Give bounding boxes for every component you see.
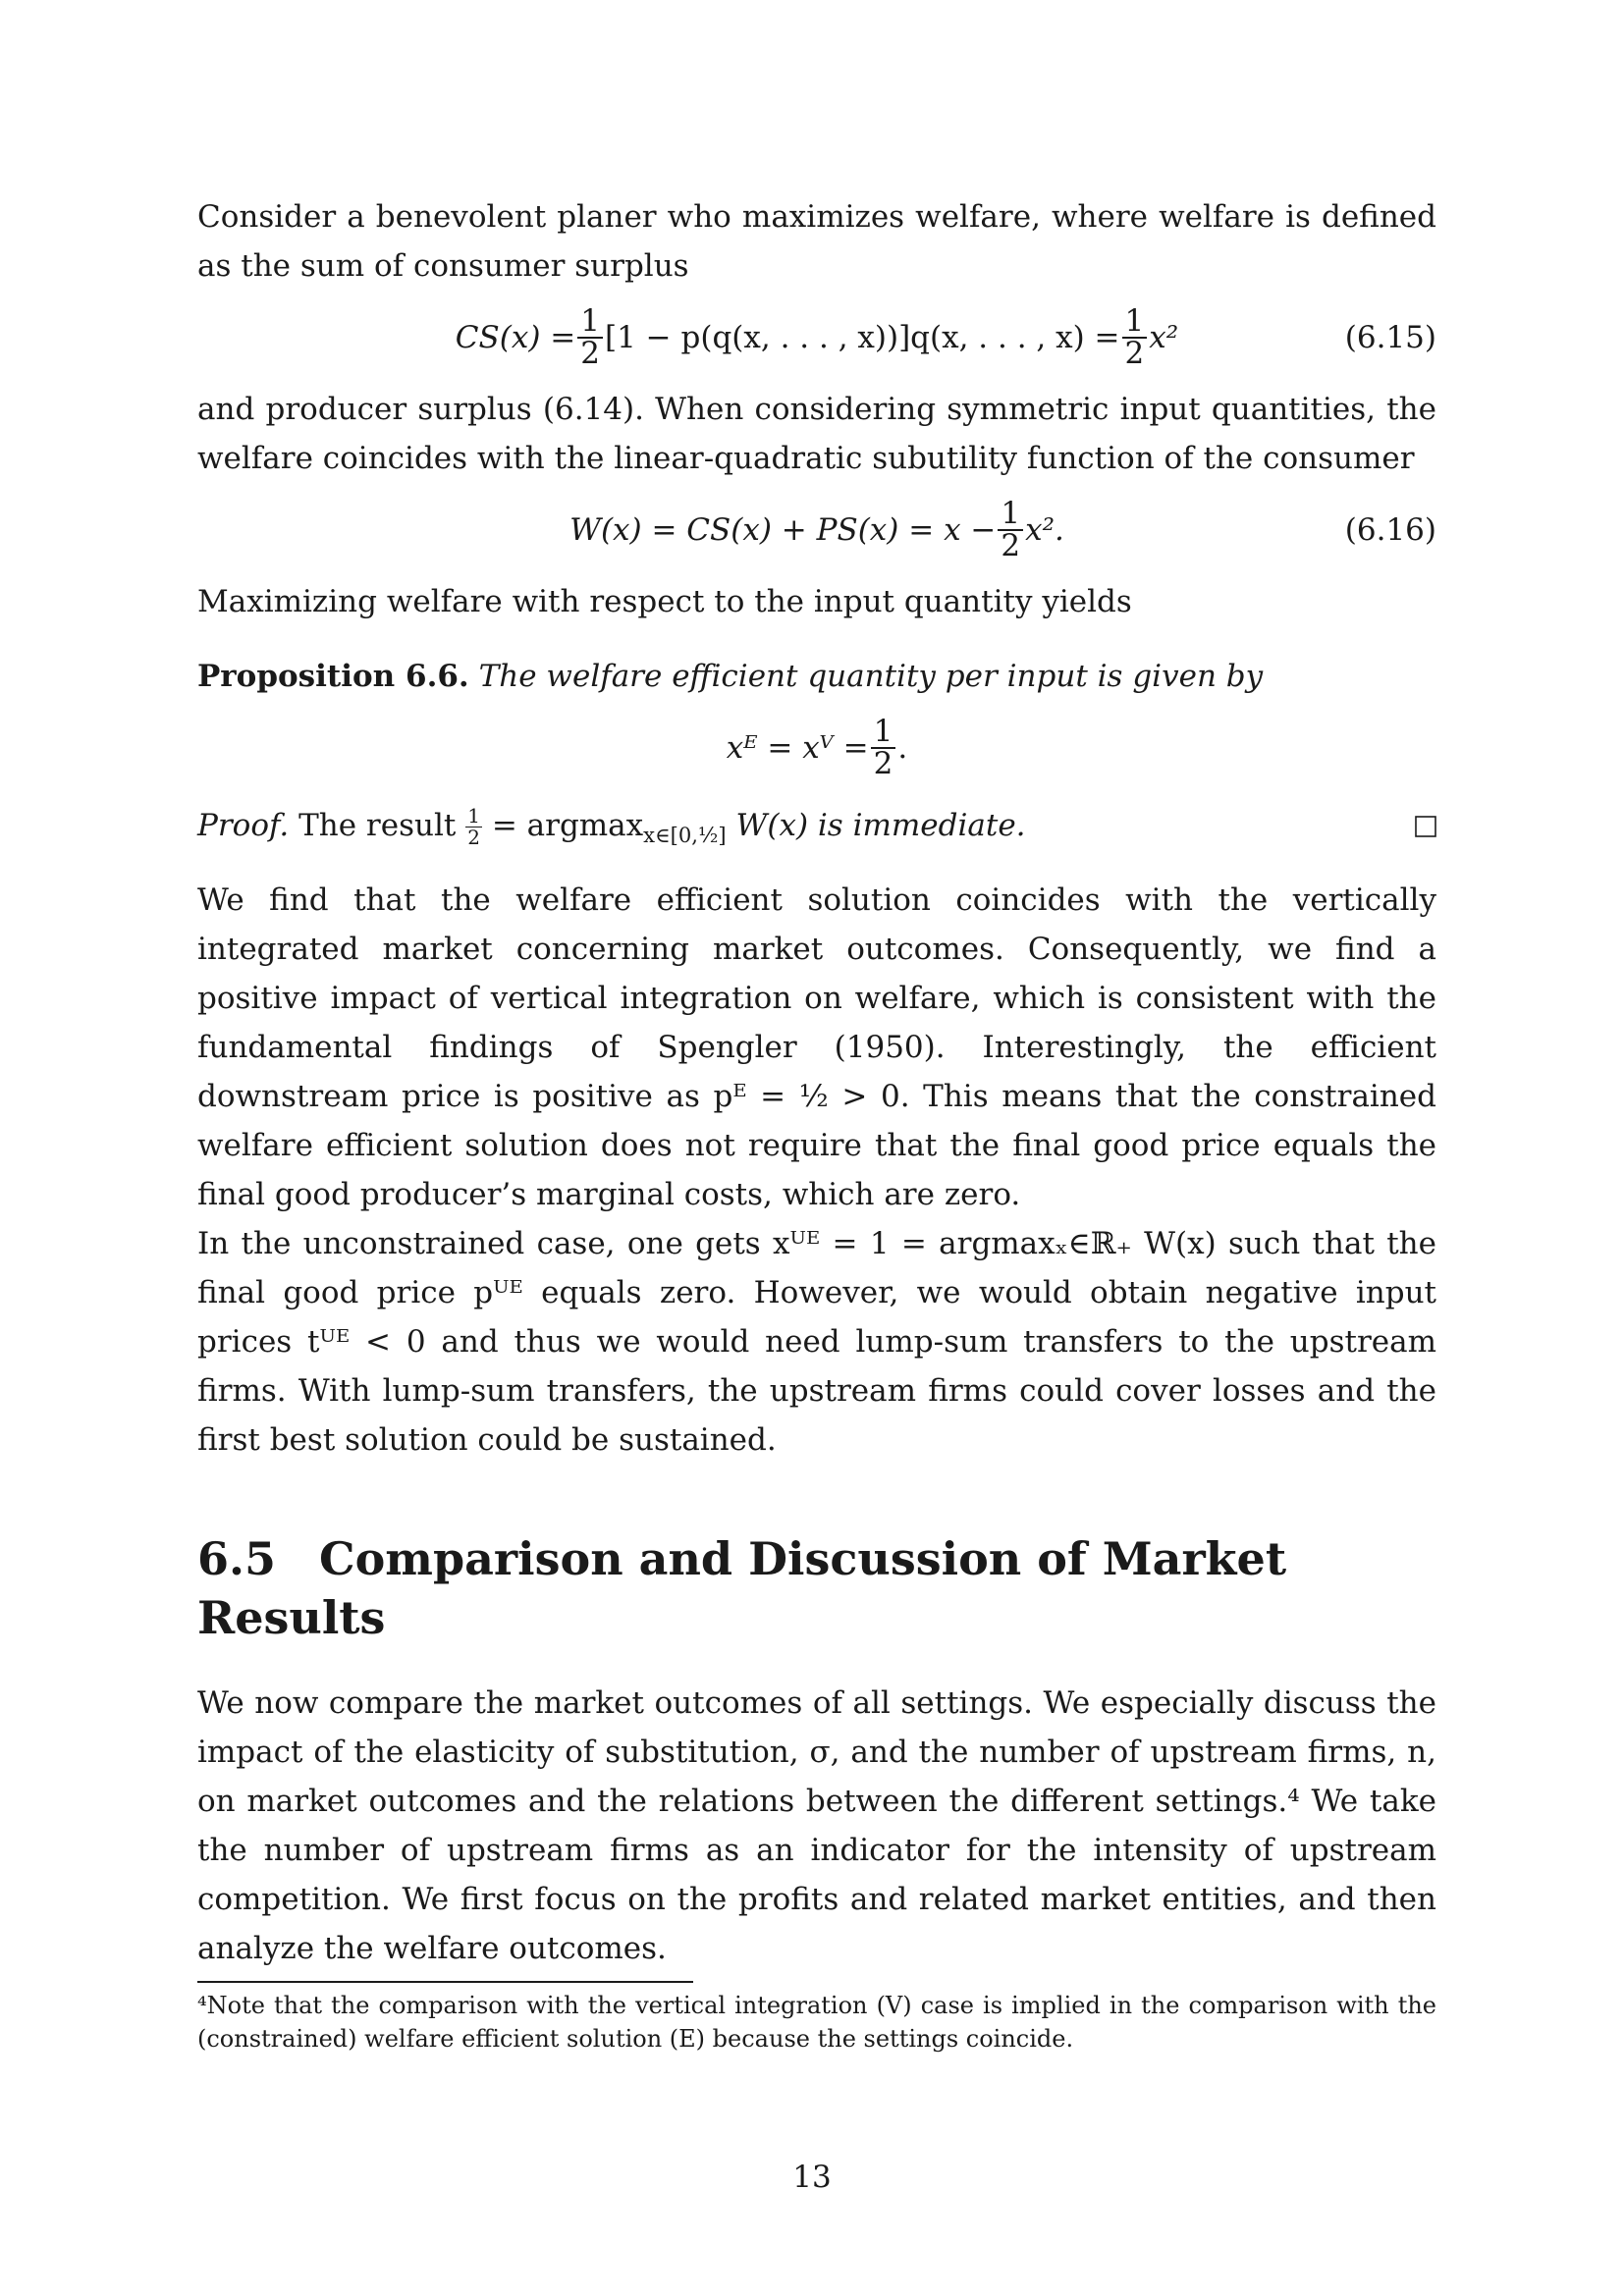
eq615-frac-1: $\frac{1}{2}$ <box>577 306 603 369</box>
paragraph-maximizing-welfare: Maximizing welfare with respect to the input quantity yields <box>197 584 1132 619</box>
paragraph-consumer-surplus: Consider a benevolent planer who maximizes welfare, where welfare is defined as the sum of consumer surplus <box>197 199 1436 284</box>
proposition-6-6 <box>197 652 1436 701</box>
section-number: 6.5 <box>197 1532 277 1586</box>
paragraph-producer-surplus: and producer surplus (6.14). When considering symmetric input quantities, the welfare coincides with the linear-quadratic subutility function of the consumer <box>197 392 1436 476</box>
eq615-lhs: CS(x) = <box>455 320 576 355</box>
eq-prop-frac: $\frac{1}{2}$ <box>871 717 896 779</box>
eq616-lhs: W(x) = CS(x) + PS(x) = x − <box>569 512 997 548</box>
eq-prop-lhs: xᴱ = xⱽ = <box>726 730 869 766</box>
eq615-frac-2: $\frac{1}{2}$ <box>1122 306 1148 369</box>
section-heading <box>197 1529 1436 1647</box>
proof-frac: $\frac{1}{2}$ <box>467 804 480 849</box>
proposition-title: Proposition 6.6. <box>197 659 469 694</box>
footnote-rule <box>197 1981 693 1983</box>
eq616-rhs: x². <box>1025 512 1064 548</box>
paragraph-unconstrained-case: In the unconstrained case, one gets xᵁᴱ = 1 = argmaxₓ∈ℝ₊ W(x) such that the final good price pᵁᴱ equals zero. However, we would obtain negative input prices tᵁᴱ < 0 and thus we would need lump-sum transfers to the upstream firms. With lump-sum transfers, the upstream firms could cover losses and the first best solution could be sustained. <box>197 1226 1436 1459</box>
eq615-bracket: [1 − p(q(x, . . . , x))]q(x, . . . , x) = <box>605 320 1120 355</box>
paragraph-welfare-efficient: We find that the welfare efficient solution coincides with the vertically integrated market concerning market outcomes. Consequently, we find a positive impact of vertical integration on welfare, which is consistent with the fundamental findings of Spengler (1950). Interestingly, the efficient downstream price is positive as pᴱ = ½ > 0. This means that the constrained welfare efficient solution does not require that the final good price equals the final good producer’s marginal costs, which are zero. <box>197 882 1436 1213</box>
page-content <box>197 192 1436 2056</box>
proof-pre: The result <box>298 808 457 843</box>
proof-label: Proof. <box>197 808 290 843</box>
equation-number-6-15: (6.15) <box>1344 320 1436 355</box>
paragraph-compare-outcomes: We now compare the market outcomes of all settings. We especially discuss the impact of the elasticity of substitution, σ, and the number of upstream firms, n, on market outcomes and the relations between the different settings.⁴ We take the number of upstream firms as an indicator for the intensity of upstream competition. We first focus on the profits and related market entities, and then analyze the welfare outcomes. <box>197 1685 1436 1967</box>
equation-6-15 <box>197 291 1436 385</box>
proof-mid: = argmax <box>491 808 644 843</box>
equation-proposition <box>197 701 1436 795</box>
eq616-frac: $\frac{1}{2}$ <box>998 499 1023 561</box>
section-title: Comparison and Discussion of Market Results <box>197 1532 1287 1645</box>
equation-6-16 <box>197 483 1436 577</box>
qed-square-icon <box>1415 801 1436 850</box>
eq-prop-suffix: . <box>897 730 908 766</box>
proof-post: W(x) is immediate. <box>735 808 1026 843</box>
proof-sub: x∈[0,½] <box>643 823 727 848</box>
eq615-rhs: x² <box>1149 320 1179 355</box>
proposition-text: The welfare efficient quantity per input is given by <box>478 659 1264 694</box>
equation-number-6-16: (6.16) <box>1344 512 1436 548</box>
proof <box>197 801 1436 860</box>
footnote-4: ⁴Note that the comparison with the vertical integration (V) case is implied in the comparison with the (constrained) welfare efficient solution (E) because the settings coincide. <box>197 1992 1436 2054</box>
page-number: 13 <box>792 2160 832 2195</box>
